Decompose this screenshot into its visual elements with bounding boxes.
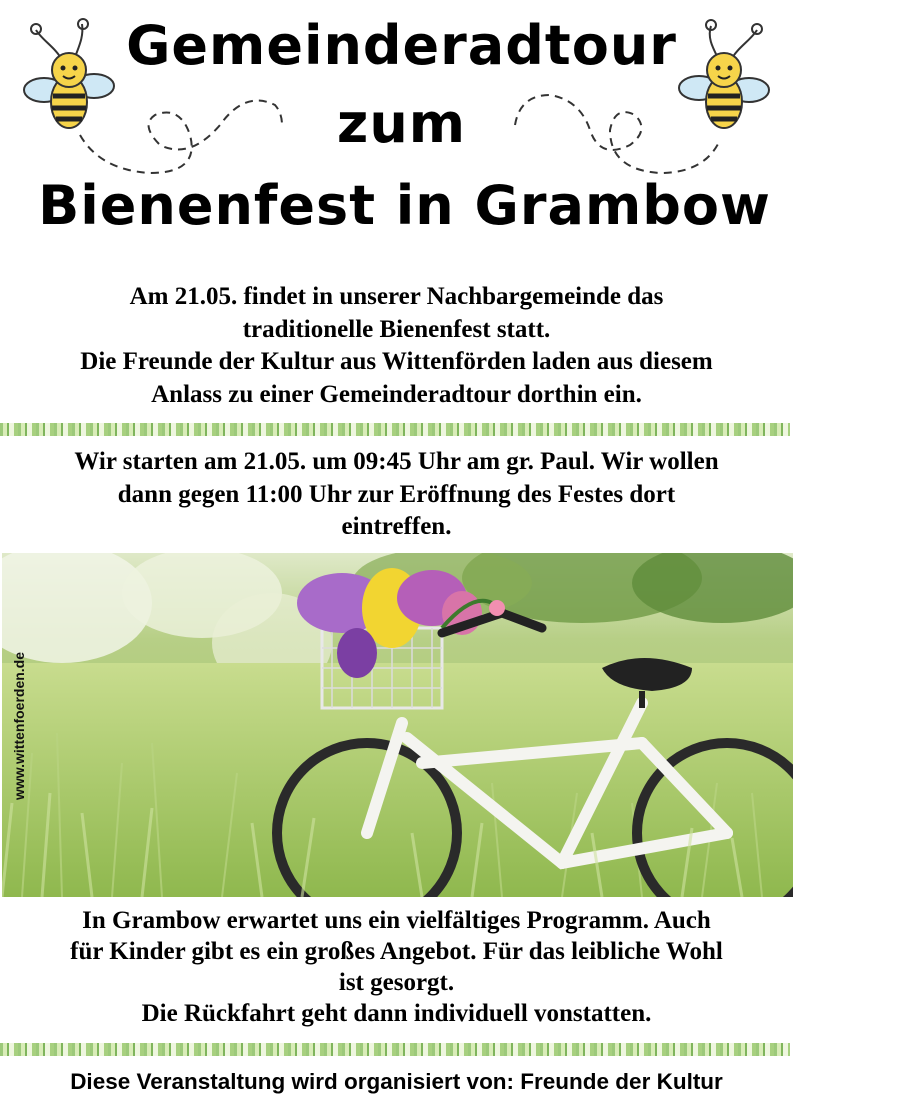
title-line-2: zum [336, 92, 467, 155]
program-line: ist gesorgt. [338, 969, 455, 996]
start-line: eintreffen. [341, 513, 452, 540]
intro-paragraph [0, 281, 793, 411]
grass-divider-bottom [0, 1043, 790, 1056]
program-line: für Kinder gibt es ein großes Angebot. Für das leibliche Wohl [70, 938, 723, 965]
start-line: dann gegen 11:00 Uhr zur Eröffnung des Festes dort [117, 480, 676, 508]
title-line-3: Bienenfest in Grambow [38, 174, 771, 237]
bicycle-meadow-photo [2, 553, 793, 897]
program-line: Die Rückfahrt geht dann individuell vonstatten. [141, 1000, 652, 1027]
intro-line: Die Freunde der Kultur aus Wittenförden laden aus diesem [80, 348, 713, 375]
intro-line: traditionelle Bienenfest statt. [242, 315, 551, 343]
program-line: In Grambow erwartet uns ein vielfältiges Programm. Auch [82, 907, 711, 934]
start-paragraph [0, 446, 793, 544]
start-line: Wir starten am 21.05. um 09:45 Uhr am gr. Paul. Wir wollen [74, 448, 719, 475]
grass-divider-top [0, 423, 790, 436]
intro-line: Am 21.05. findet in unserer Nachbargemeinde das [129, 283, 664, 310]
program-paragraph [0, 905, 793, 1029]
title-line-1: Gemeinderadtour [126, 14, 677, 77]
watermark-text: www.wittenfoerden.de [11, 651, 27, 801]
organizer-footer: Diese Veranstaltung wird organisiert von: Freunde der Kultur [70, 1069, 723, 1094]
intro-line: Anlass zu einer Gemeinderadtour dorthin ein. [151, 380, 642, 408]
